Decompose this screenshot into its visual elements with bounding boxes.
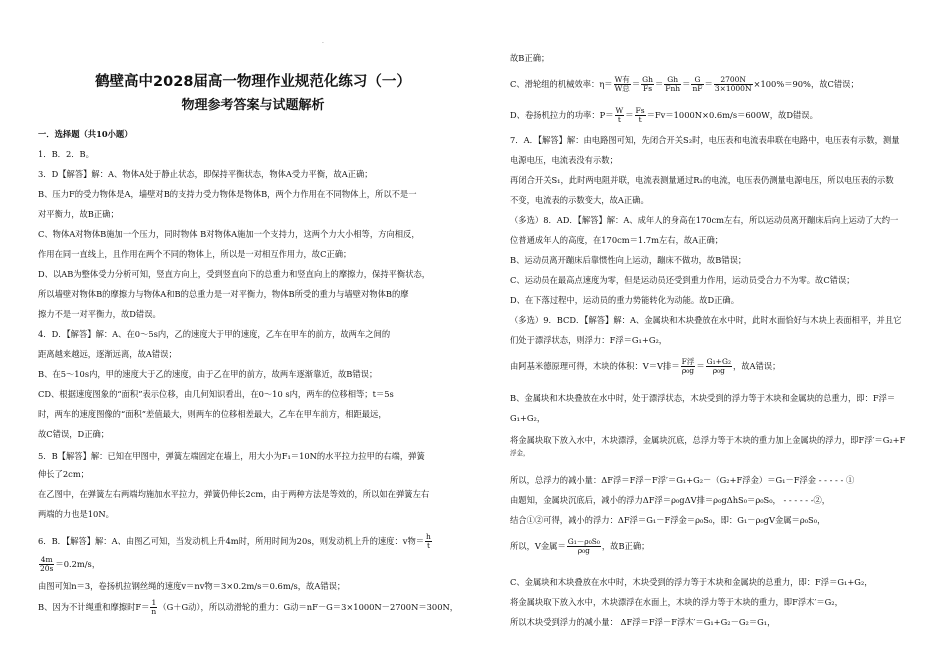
answer-line: B、运动员离开蹦床后靠惯性向上运动，蹦床不做功，故B错误； bbox=[510, 255, 747, 265]
answer-line: 两端的力也是10N。 bbox=[38, 509, 114, 519]
answer-text: 由阿基米德原理可得，木块的体积：V＝V排＝ bbox=[510, 361, 680, 371]
answer-line: D、卷扬机拉力的功率：P＝ $\frac{W}{t}$ ＝ $\frac{Fs}{t}$ ＝Fv＝1000N×0.6m/s＝600W，故D错误。 bbox=[510, 106, 818, 124]
fraction-fs-over-t: $\frac{Fs}{t}$ bbox=[635, 106, 645, 124]
answer-line bbox=[38, 553, 468, 575]
answer-line: 7．A．【解答】解：由电路图可知，先闭合开关S₂时，电压表和电流表串联在电路中，电压表有示数，测量 bbox=[510, 135, 900, 145]
answer-line: 由阿基米德原理可得，木块的体积：V＝V排＝ $\frac{\text{F浮}}{\text{ρ₀g}}$ ＝ $\frac{\text{G₁+G₂}}{\text{ρ₀g}}$ ，故A错误； bbox=[510, 357, 781, 375]
answer-line: 位普通成年人的高度，在170cm＝1.7m左右，故A正确； bbox=[510, 235, 724, 245]
answer-line: C、金属块和木块叠放在水中时，木块受到的浮力等于木块和金属块的总重力，即：F浮＝G₁+G₂， bbox=[510, 577, 873, 587]
answer-line: C、运动员在最高点速度为零，但是运动员还受到重力作用，运动员受合力不为零。故C错误； bbox=[510, 275, 855, 285]
answer-line: 距离越来越远，逐渐远离，故A错误； bbox=[38, 349, 177, 359]
answer-line: （多选）8．AD．【解答】解：A、成年人的身高在170cm左右，所以运动员离开蹦床后向上运动了大约一 bbox=[510, 215, 899, 225]
answer-line: 所以木块受到浮力的减小量： ΔF浮＝F浮－F浮木′＝G₁+G₂－G₂＝G₁， bbox=[510, 617, 776, 627]
answer-text: B、因为不计绳重和摩擦时F＝ bbox=[38, 602, 150, 612]
answer-line: 再闭合开关S₁，此时两电阻并联，电流表测量通过R₁的电流，电压表仍测量电源电压，所以电压表的示数 bbox=[510, 175, 894, 185]
answer-text: D、卷扬机拉力的功率：P＝ bbox=[510, 110, 614, 120]
answer-text: 所以，V金属＝ bbox=[510, 541, 566, 551]
answer-line: 所以，总浮力的减小量：ΔF浮＝F浮－F浮′＝G₁+G₂－（G₂+F浮金）＝G₁－F浮金 - - - - - ① bbox=[510, 475, 855, 485]
answer-line: D、在下落过程中，运动员的重力势能转化为动能。故D正确。 bbox=[510, 295, 740, 305]
answer-line: B、在5～10s内，甲的速度大于乙的速度，由于乙在甲的前方，故两车逐渐靠近，故B错误； bbox=[38, 369, 378, 379]
answer-line: 故C错误，D正确； bbox=[38, 429, 110, 439]
answer-line: 将金属块取下放入水中，木块漂浮在水面上，木块的浮力等于木块的重力，即F浮木′＝G₂， bbox=[510, 597, 843, 607]
answer-line bbox=[38, 596, 468, 618]
answer-text: ，故B正确； bbox=[601, 541, 650, 551]
answer-line: 浮金， bbox=[510, 449, 530, 457]
answer-text: ×100%＝90%，故C错误； bbox=[753, 79, 859, 89]
answer-line bbox=[38, 530, 468, 552]
answer-line: 结合①②可得，减小的浮力：ΔF浮＝G₁－F浮金＝ρ₀S₀，即：G₁－ρ₀gV金属＝ρ₀S₀， bbox=[510, 515, 826, 525]
fraction-gh-over-fnh: $\frac{Gh}{\text{Fnh}}$ bbox=[665, 75, 681, 93]
answer-line: B、金属块和木块叠放在水中时，处于漂浮状态，木块受到的浮力等于木块和金属块的总重力，即：F浮＝ bbox=[510, 393, 896, 403]
answer-line: （多选）9．BCD．【解答】解：A、金属块和木块叠放在水中时，此时水面恰好与木块上表面相平，并且它 bbox=[510, 315, 902, 325]
answer-line: 不变，电流表的示数变大，故A正确。 bbox=[510, 195, 649, 205]
answer-line: 时，两车的速度图像的“面积”差值最大，则两车的位移相差最大，乙车在甲车前方，相距最远， bbox=[38, 409, 387, 419]
answer-line: 们处于漂浮状态，则浮力：F浮＝G₁+G₂， bbox=[510, 335, 668, 345]
answer-text: 6．B．【解答】解：A、由图乙可知，当发动机上升4m时，所用时间为20s，则发动机上升的速度：v物＝ bbox=[38, 536, 425, 546]
section-heading: 一．选择题（共10小题） bbox=[38, 129, 133, 139]
answer-text: （G＋G动），所以动滑轮的重力：G动＝nF－G＝3×1000N－2700N＝300N， bbox=[158, 602, 459, 612]
document-title: 鹤壁高中2028届高一物理作业规范化练习（一） bbox=[95, 74, 411, 90]
fraction-fbuoy-over-rho0g: $\frac{\text{F浮}}{\text{ρ₀g}}$ bbox=[681, 357, 695, 375]
answer-line: 擦力不是一对平衡力，故D错误。 bbox=[38, 309, 161, 319]
answer-line bbox=[510, 532, 940, 560]
answer-line: 故B正确； bbox=[510, 53, 550, 63]
answer-line: B、压力F的受力物体是A，墙壁对B的支持力受力物体是物体B，两个力作用在不同物体上，所以不是一 bbox=[38, 189, 417, 199]
answer-line: G₁+G₂， bbox=[510, 413, 546, 423]
fraction-2700-over-3000: $\frac{2700N}{3\times 1000N}$ bbox=[714, 75, 752, 93]
answer-text: ＝Fv＝1000N×0.6m/s＝600W，故D错误。 bbox=[646, 110, 818, 120]
answer-text: ＝0.2m/s， bbox=[55, 559, 101, 569]
answer-line: 将金属块取下放入水中，木块漂浮，金属块沉底，总浮力等于木块的重力加上金属块的浮力，即F浮′＝G₂+F bbox=[510, 435, 906, 445]
answer-line: CD、根据速度图象的“面积”表示位移，由几何知识看出，在0～10 s内，两车的位移相等；t＝5s bbox=[38, 389, 394, 399]
answer-line: 对平衡力，故B正确； bbox=[38, 209, 119, 219]
fraction-w-over-t: $\frac{W}{t}$ bbox=[615, 106, 624, 124]
fraction-g1g2-over-rho0g: $\frac{\text{G₁+G₂}}{\text{ρ₀g}}$ bbox=[706, 357, 731, 375]
fraction-volume-metal: $\frac{\text{G₁－ρ₀S₀}}{\text{ρ₀g}}$ bbox=[567, 537, 600, 555]
answer-line: 4．D．【解答】解：A、在0～5s内，乙的速度大于甲的速度，乙车在甲车的前方，故两车之间的 bbox=[38, 329, 391, 339]
answer-line: 作用在同一直线上，且作用在两个不同的物体上，所以是一对相互作用力，故C正确； bbox=[38, 249, 352, 259]
fraction-h-over-t: $\frac{h}{t}$ bbox=[426, 532, 431, 550]
answer-line: D、以AB为整体受力分析可知，竖直方向上，受到竖直向下的总重力和竖直向上的摩擦力，保持平衡状态， bbox=[38, 269, 431, 279]
answer-line: 在乙图中，在弹簧左右两端均施加水平拉力，弹簧仍伸长2cm，由于两种方法是等效的，所以如在弹簧左右 bbox=[38, 489, 430, 499]
answer-line: C、滑轮组的机械效率：η＝ $\frac{\text{W有}}{\text{W总}}$ ＝ $\frac{Gh}{Fs}$ ＝ $\frac{Gh}{\text{Fnh}}$ ＝ $\frac{G}{nF}$ ＝ $\frac{2700N}{3\times 1000N}$ ×100%＝90%，故C错误； bbox=[510, 75, 859, 93]
answer-line: 5．B【解答】解：已知在甲图中，弹簧左端固定在墙上，用大小为F₁＝10N的水平拉力拉甲的右端，弹簧 bbox=[38, 451, 425, 461]
answer-line: 伸长了2cm； bbox=[38, 469, 89, 479]
fraction-w-useful-over-w-total: $\frac{\text{W有}}{\text{W总}}$ bbox=[614, 75, 630, 93]
document-subtitle: 物理参考答案与试题解析 bbox=[181, 98, 325, 113]
answer-line: 由图可知n＝3，卷扬机拉钢丝绳的速度v＝nv物＝3×0.2m/s＝0.6m/s，故A错误； bbox=[38, 581, 346, 591]
answer-line: 3．D【解答】解：A、物体A处于静止状态，即保持平衡状态，物体A受力平衡，故A正确； bbox=[38, 169, 373, 179]
answer-text: C、滑轮组的机械效率：η＝ bbox=[510, 79, 613, 89]
fraction-1-over-n: $\frac{1}{n}$ bbox=[151, 598, 157, 616]
answer-line: 电源电压，电流表没有示数； bbox=[510, 155, 618, 165]
answer-line: 由题知，金属块沉底后，减小的浮力ΔF浮＝ρ₀gΔV排＝ρ₀gΔhS₀＝ρ₀S₀， - - - - - -②， bbox=[510, 495, 831, 505]
answer-text: ，故A错误； bbox=[732, 361, 781, 371]
answer-line: 所以墙壁对物体B的摩擦力与物体A和B的总重力是一对平衡力，物体B所受的重力与墙壁对物体B的摩 bbox=[38, 289, 409, 299]
fraction-4m-over-20s: $\frac{4m}{20s}$ bbox=[40, 555, 54, 573]
page-mark: · bbox=[322, 40, 324, 47]
answer-line: C、物体A对物体B施加一个压力，同时物体 B对物体A施加一个支持力，这两个力大小相等，方向相反， bbox=[38, 229, 420, 239]
answer-line: 1．B．2．B。 bbox=[38, 149, 94, 159]
fraction-gh-over-fs: $\frac{Gh}{Fs}$ bbox=[642, 75, 653, 93]
fraction-g-over-nf: $\frac{G}{nF}$ bbox=[692, 75, 703, 93]
